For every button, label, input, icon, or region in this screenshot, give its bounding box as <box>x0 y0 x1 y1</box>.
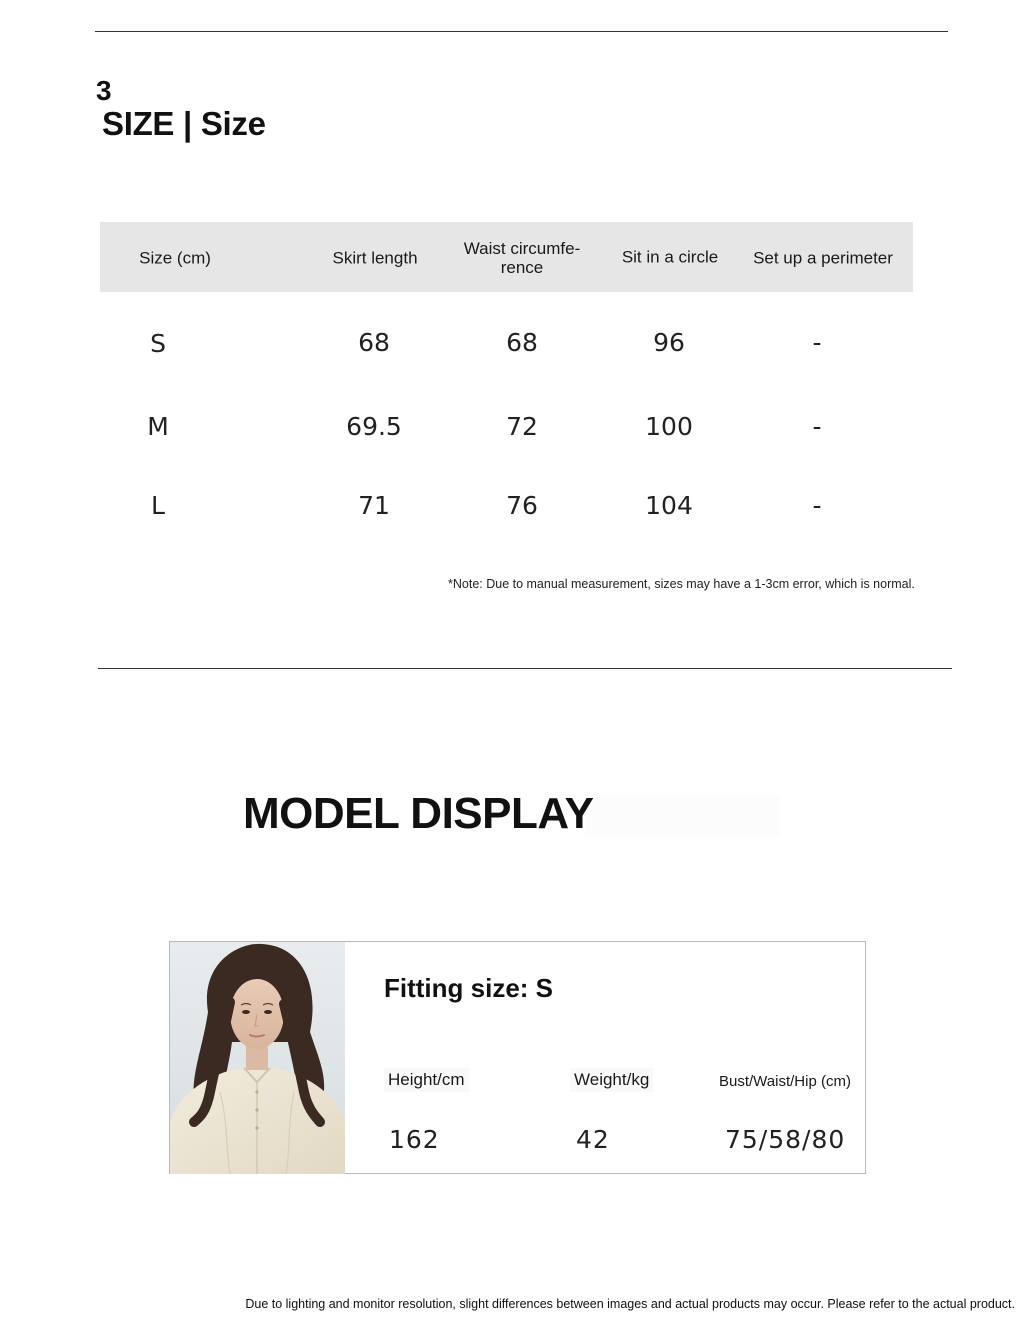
bust-waist-hip-label: Bust/Waist/Hip (cm) <box>719 1073 851 1090</box>
table-cell-size: L <box>151 491 165 520</box>
table-cell-perimeter: - <box>812 412 822 441</box>
section-title: SIZE | Size <box>102 105 266 142</box>
model-photo <box>170 942 345 1174</box>
weight-value: 42 <box>576 1125 610 1154</box>
table-cell-skirt-length: 68 <box>358 328 390 357</box>
table-cell-perimeter: - <box>812 491 822 520</box>
fitting-size-label: Fitting size: S <box>384 973 553 1003</box>
height-value: 162 <box>389 1125 440 1154</box>
height-label: Height/cm <box>384 1068 469 1092</box>
table-cell-skirt-length: 71 <box>358 491 390 520</box>
table-cell-skirt-length: 69.5 <box>346 412 402 441</box>
section-number: 3 <box>96 75 112 106</box>
table-cell-size: S <box>150 329 166 358</box>
table-cell-waist: 68 <box>506 328 538 357</box>
column-header-perimeter: Set up a perimeter <box>753 248 893 268</box>
footer-disclaimer: Due to lighting and monitor resolution, slight differences between images and actual products may occur. Please refer to the actual product. <box>245 1297 1015 1311</box>
table-cell-size: M <box>147 412 169 441</box>
measurement-note: *Note: Due to manual measurement, sizes may have a 1-3cm error, which is normal. <box>448 577 915 591</box>
bust-waist-hip-value: 75/58/80 <box>725 1125 846 1154</box>
table-cell-waist: 76 <box>506 491 538 520</box>
table-cell-sit-circle: 96 <box>653 328 685 357</box>
column-header-skirt-length: Skirt length <box>332 248 418 268</box>
column-header-size: Size (cm) <box>139 248 211 268</box>
weight-label: Weight/kg <box>570 1068 653 1092</box>
column-header-sit-circle: Sit in a circle <box>621 247 719 267</box>
model-display-title: MODEL DISPLAY <box>243 789 594 838</box>
table-cell-sit-circle: 104 <box>645 491 693 520</box>
section-divider <box>98 668 952 669</box>
table-cell-waist: 72 <box>506 412 538 441</box>
table-cell-sit-circle: 100 <box>645 412 693 441</box>
title-shadow <box>585 795 780 837</box>
table-cell-perimeter: - <box>812 328 822 357</box>
column-header-waist: Waist circumfe-rence <box>463 239 581 277</box>
top-divider <box>95 31 948 32</box>
